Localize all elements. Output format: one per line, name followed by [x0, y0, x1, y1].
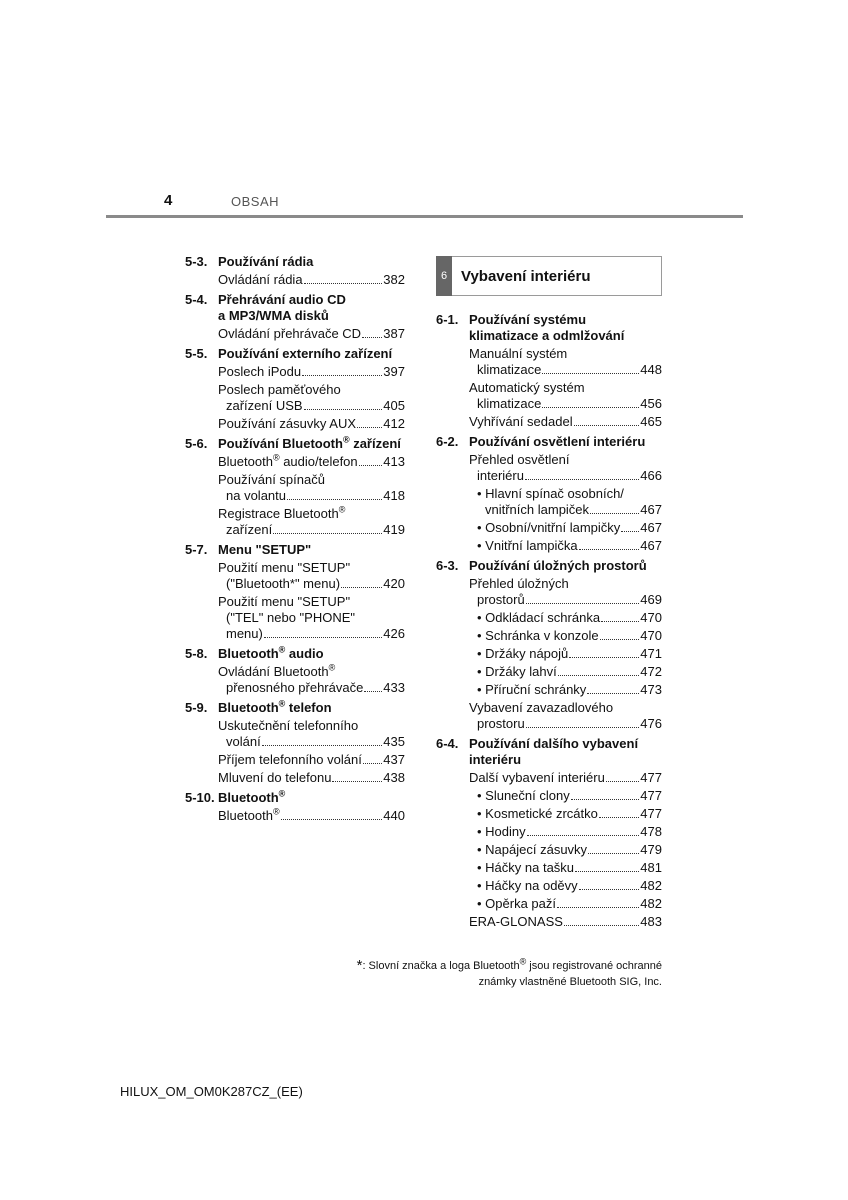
chapter-header [436, 256, 662, 296]
section-title: Přehrávání audio CD a MP3/WMA disků [218, 292, 346, 323]
page-ref: 472 [640, 664, 662, 679]
toc-entry[interactable]: • Háčky na oděvy 482 [477, 878, 662, 893]
toc-entry[interactable]: Ovládání přehrávače CD 387 [218, 326, 405, 341]
toc-entry[interactable]: • Sluneční clony 477 [477, 788, 662, 803]
section-title: Používání Bluetooth® zařízení [218, 434, 401, 451]
section-number: 6-4. [436, 736, 459, 751]
toc-section-6-3 [436, 558, 662, 732]
page-number: 4 [164, 192, 173, 209]
page-ref: 413 [383, 454, 405, 469]
page-ref: 397 [383, 364, 405, 379]
toc-entry[interactable]: • Hodiny 478 [477, 824, 662, 839]
toc-entry[interactable]: Poslech paměťového zařízení USB 405 [218, 382, 405, 413]
toc-entry[interactable]: • Vnitřní lampička 467 [477, 538, 662, 553]
page-ref: 465 [640, 414, 662, 429]
toc-left-column [185, 250, 405, 824]
header-divider [106, 215, 743, 218]
toc-entry[interactable]: Manuální systém klimatizace 448 [469, 346, 662, 377]
toc-section-6-2 [436, 434, 662, 554]
toc-entry[interactable]: Příjem telefonního volání 437 [218, 752, 405, 767]
chapter-title: Vybavení interiéru [461, 267, 591, 285]
section-number: 5-9. [185, 700, 208, 715]
page-ref: 477 [640, 806, 662, 821]
toc-section-6-4 [436, 736, 662, 930]
section-title: Menu "SETUP" [218, 542, 312, 557]
section-number: 5-7. [185, 542, 208, 557]
toc-entry[interactable]: • Příruční schránky 473 [477, 682, 662, 697]
document-id: HILUX_OM_OM0K287CZ_(EE) [120, 1084, 303, 1099]
toc-entry[interactable]: • Hlavní spínač osobních/ vnitřních lampiček 467 [477, 486, 662, 517]
toc-entry[interactable]: Uskutečnění telefonního volání 435 [218, 718, 405, 749]
page-ref: 433 [383, 680, 405, 695]
page-ref: 466 [640, 468, 662, 483]
page-ref: 481 [640, 860, 662, 875]
page-ref: 473 [640, 682, 662, 697]
page-header-title: OBSAH [231, 194, 280, 209]
toc-entry[interactable]: • Opěrka paží 482 [477, 896, 662, 911]
section-title: Bluetooth® telefon [218, 698, 332, 715]
section-number: 5-8. [185, 646, 208, 661]
section-title: Používání dalšího vybavení interiéru [469, 736, 639, 767]
toc-section-5-3 [185, 254, 405, 288]
toc-entry[interactable]: • Kosmetické zrcátko 477 [477, 806, 662, 821]
section-title: Používání osvětlení interiéru [469, 434, 646, 449]
page-ref: 482 [640, 878, 662, 893]
toc-entry[interactable]: Poslech iPodu 397 [218, 364, 405, 379]
footnote-marker: * [356, 957, 363, 974]
page-ref: 448 [640, 362, 662, 377]
toc-entry[interactable]: Použití menu "SETUP" ("TEL" nebo "PHONE" menu) 426 [218, 594, 405, 641]
page-ref: 467 [640, 520, 662, 535]
toc-section-5-4 [185, 292, 405, 342]
page-ref: 440 [383, 808, 405, 823]
section-number: 5-10. [185, 790, 215, 805]
toc-entry[interactable]: Další vybavení interiéru 477 [469, 770, 662, 785]
toc-entry[interactable]: Bluetooth® audio/telefon 413 [218, 452, 405, 469]
section-title: Používání úložných prostorů [469, 558, 647, 573]
toc-entry[interactable]: • Odkládací schránka 470 [477, 610, 662, 625]
page-ref: 405 [383, 398, 405, 413]
section-number: 6-1. [436, 312, 459, 327]
page-ref: 387 [383, 326, 405, 341]
section-number: 5-5. [185, 346, 208, 361]
toc-entry[interactable]: Ovládání rádia 382 [218, 272, 405, 287]
toc-section-5-5 [185, 346, 405, 432]
toc-entry[interactable]: • Schránka v konzole 470 [477, 628, 662, 643]
page-ref: 469 [640, 592, 662, 607]
toc-entry[interactable]: • Držáky lahví 472 [477, 664, 662, 679]
section-title: Bluetooth® audio [218, 644, 324, 661]
page-ref: 467 [640, 538, 662, 553]
toc-section-5-6 [185, 436, 405, 538]
section-number: 5-6. [185, 436, 208, 451]
page-ref: 479 [640, 842, 662, 857]
page-ref: 412 [383, 416, 405, 431]
page-ref: 483 [640, 914, 662, 929]
section-number: 5-3. [185, 254, 208, 269]
section-title: Používání rádia [218, 254, 314, 269]
toc-entry[interactable]: • Háčky na tašku 481 [477, 860, 662, 875]
page-ref: 467 [640, 502, 662, 517]
toc-entry[interactable]: • Napájecí zásuvky 479 [477, 842, 662, 857]
section-title: Používání externího zařízení [218, 346, 393, 361]
section-title: Používání systému klimatizace a odmlžování [469, 312, 625, 343]
toc-section-5-9 [185, 700, 405, 786]
toc-entry[interactable]: Registrace Bluetooth® zařízení 419 [218, 504, 405, 537]
page-ref: 420 [383, 576, 405, 591]
toc-entry[interactable]: Vybavení zavazadlového prostoru 476 [469, 700, 662, 731]
page-ref: 476 [640, 716, 662, 731]
toc-entry[interactable]: Použití menu "SETUP" ("Bluetooth*" menu) 420 [218, 560, 405, 591]
toc-entry[interactable]: • Držáky nápojů 471 [477, 646, 662, 661]
page-ref: 426 [383, 626, 405, 641]
section-number: 5-4. [185, 292, 208, 307]
toc-entry[interactable]: Automatický systém klimatizace 456 [469, 380, 662, 411]
page-ref: 482 [640, 896, 662, 911]
page-ref: 456 [640, 396, 662, 411]
page-ref: 437 [383, 752, 405, 767]
page-ref: 435 [383, 734, 405, 749]
toc-section-5-10 [185, 790, 405, 824]
page-ref: 478 [640, 824, 662, 839]
toc-entry[interactable]: Používání spínačů na volantu 418 [218, 472, 405, 503]
toc-entry[interactable]: Vyhřívání sedadel 465 [469, 414, 662, 429]
page-ref: 382 [383, 272, 405, 287]
toc-section-6-1 [436, 312, 662, 430]
page-ref: 470 [640, 628, 662, 643]
toc-entry[interactable]: Používání zásuvky AUX 412 [218, 416, 405, 431]
page-ref: 438 [383, 770, 405, 785]
toc-entry[interactable]: Mluvení do telefonu 438 [218, 770, 405, 785]
chapter-number: 6 [436, 256, 452, 296]
page-ref: 477 [640, 770, 662, 785]
page-ref: 470 [640, 610, 662, 625]
footnote: *: Slovní značka a loga Bluetooth® jsou registrované ochranné známky vlastněné Bluetooth SIG, Inc. [356, 956, 662, 988]
section-number: 6-3. [436, 558, 459, 573]
toc-entry[interactable]: Bluetooth® 440 [218, 806, 405, 823]
page-ref: 477 [640, 788, 662, 803]
toc-entry[interactable]: ERA-GLONASS 483 [469, 914, 662, 929]
section-title: Bluetooth® [218, 788, 286, 805]
page-ref: 471 [640, 646, 662, 661]
toc-entry[interactable]: • Osobní/vnitřní lampičky 467 [477, 520, 662, 535]
section-number: 6-2. [436, 434, 459, 449]
toc-entry[interactable]: Přehled úložných prostorů 469 [469, 576, 662, 607]
toc-section-5-8 [185, 646, 405, 696]
page-ref: 419 [383, 522, 405, 537]
toc-entry[interactable]: Ovládání Bluetooth® přenosného přehrávače 433 [218, 662, 405, 695]
page-ref: 418 [383, 488, 405, 503]
toc-section-5-7 [185, 542, 405, 642]
toc-right-column [436, 256, 662, 930]
toc-entry[interactable]: Přehled osvětlení interiéru 466 [469, 452, 662, 483]
